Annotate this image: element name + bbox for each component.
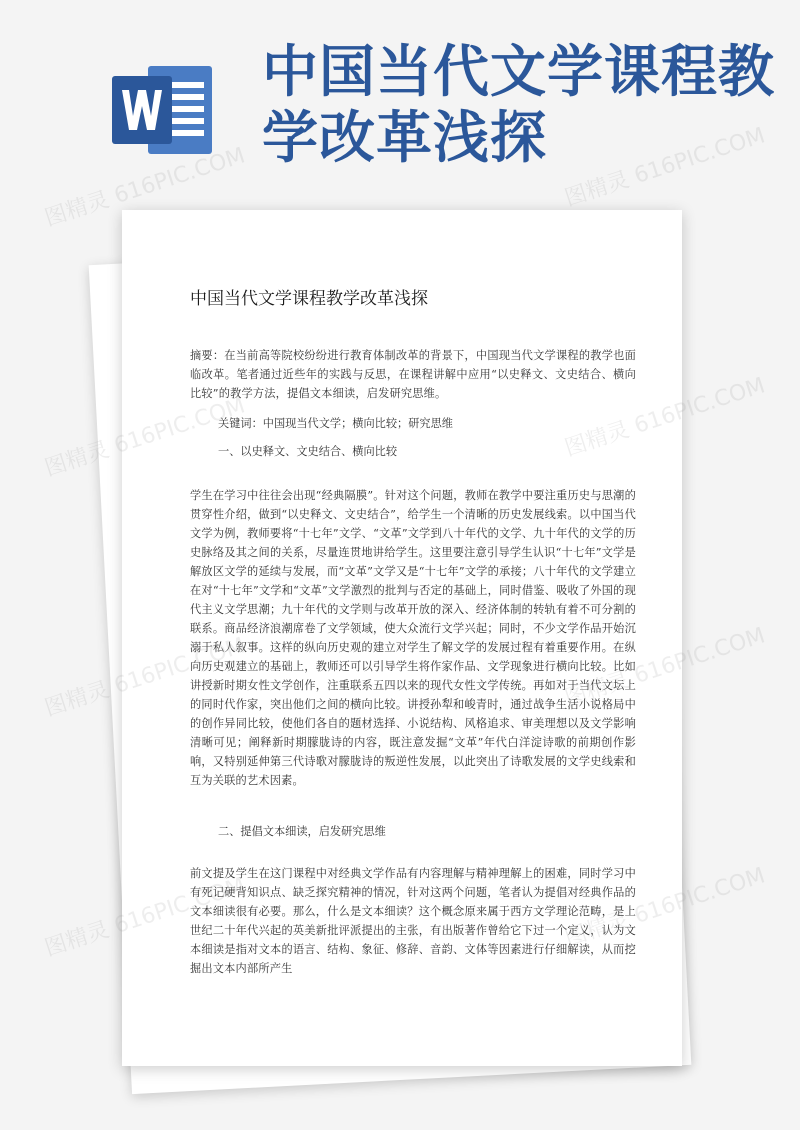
- header-title: 中国当代文学课程教学改革浅探: [262, 40, 775, 171]
- word-app-icon: [112, 60, 216, 160]
- section1-heading: 一、以史释文、文史结合、横向比较: [218, 445, 398, 458]
- keywords-line: 关键词：中国现当代文学；横向比较；研究思维: [218, 417, 453, 430]
- section2-body: 前文提及学生在这门课程中对经典文学作品有内容理解与精神理解上的困难，同时学习中有死记硬背知识点、缺乏探究精神的情况，针对这两个问题，笔者认为提倡对经典作品的文本细读很有必要。那么，什么是文本细读？这个概念原来属于西方文学理论范畴，是上世纪二十年代兴起的英美新批评派提出的主张，有出版著作曾给它下过一个定义，认为文本细读是指对文本的语言、结构、象征、修辞、音韵、文体等因素进行仔细解读，从而挖掘出文本内部所产生: [190, 867, 636, 975]
- watermark-text: 图精灵 616PIC.COM: [41, 143, 249, 232]
- watermark-text: 图精灵 616PIC.COM: [561, 123, 769, 212]
- watermark-text: 图精灵: [41, 437, 113, 482]
- document-page: [122, 210, 682, 1066]
- watermark-text: 图精灵: [41, 917, 113, 962]
- watermark-text: 616PIC.COM: [631, 623, 769, 689]
- watermark-text: 616PIC.COM: [631, 373, 769, 439]
- abstract-paragraph: 摘要：在当前高等院校纷纷进行教育体制改革的背景下，中国现当代文学课程的教学也面临改革。笔者通过近些年的实践与反思，在课程讲解中应用“以史释文、文史结合、横向比较”的教学方法，提倡文本细读，启发研究思维。: [190, 349, 636, 400]
- watermark-text: 616PIC.COM: [631, 863, 769, 929]
- section2-heading: 二、提倡文本细读，启发研究思维: [218, 825, 386, 838]
- section1-body: 学生在学习中往往会出现“经典隔膜”。针对这个问题，教师在教学中要注重历史与思潮的贯穿性介绍，做到“以史释文、文史结合”，给学生一个清晰的历史发展线索。以中国当代文学为例，教师要将“十七年”文学、“文革”文学到八十年代的文学、九十年代的文学的历史脉络及其之间的关系，尽量连贯地讲给学生。这里要注意引导学生认识“十七年”文学是解放区文学的延续与发展，而“文革”文学又是“十七年”文学的承接；八十年代的文学建立在对“十七年”文学和“文革”文学激烈的批判与否定的基础上，同时借鉴、吸收了外国的现代主义文学思潮；九十年代的文学则与改革开放的深入、经济体制的转轨有着不可分割的联系。商品经济浪潮席卷了文学领域，使大众流行文学兴起；同时，不少文学作品开始沉溺于私人叙事。这样的纵向历史观的建立对学生了解文学的发展过程有着重要作用。在纵向历史观建立的基础上，教师还可以引导学生将作家作品、文学现象进行横向比较。比如讲授新时期女性文学创作，注重联系五四以来的现代女性文学传统。再如对于当代文坛上的同时代作家，突出他们之间的横向比较。讲授孙犁和峻青时，通过战争生活小说格局中的创作异同比较，使他们各自的题材选择、小说结构、风格追求、审美理想以及文学影响清晰可见；阐释新时期朦胧诗的内容，既注意发掘“文革”年代白洋淀诗歌的前期创作影响，又特别延伸第三代诗歌对朦胧诗的叛逆性发展，以此突出了诗歌发展的文学史线索和互为关联的艺术因素。: [190, 489, 636, 787]
- document-title: 中国当代文学课程教学改革浅探: [190, 289, 428, 309]
- watermark-text: 图精灵: [41, 677, 113, 722]
